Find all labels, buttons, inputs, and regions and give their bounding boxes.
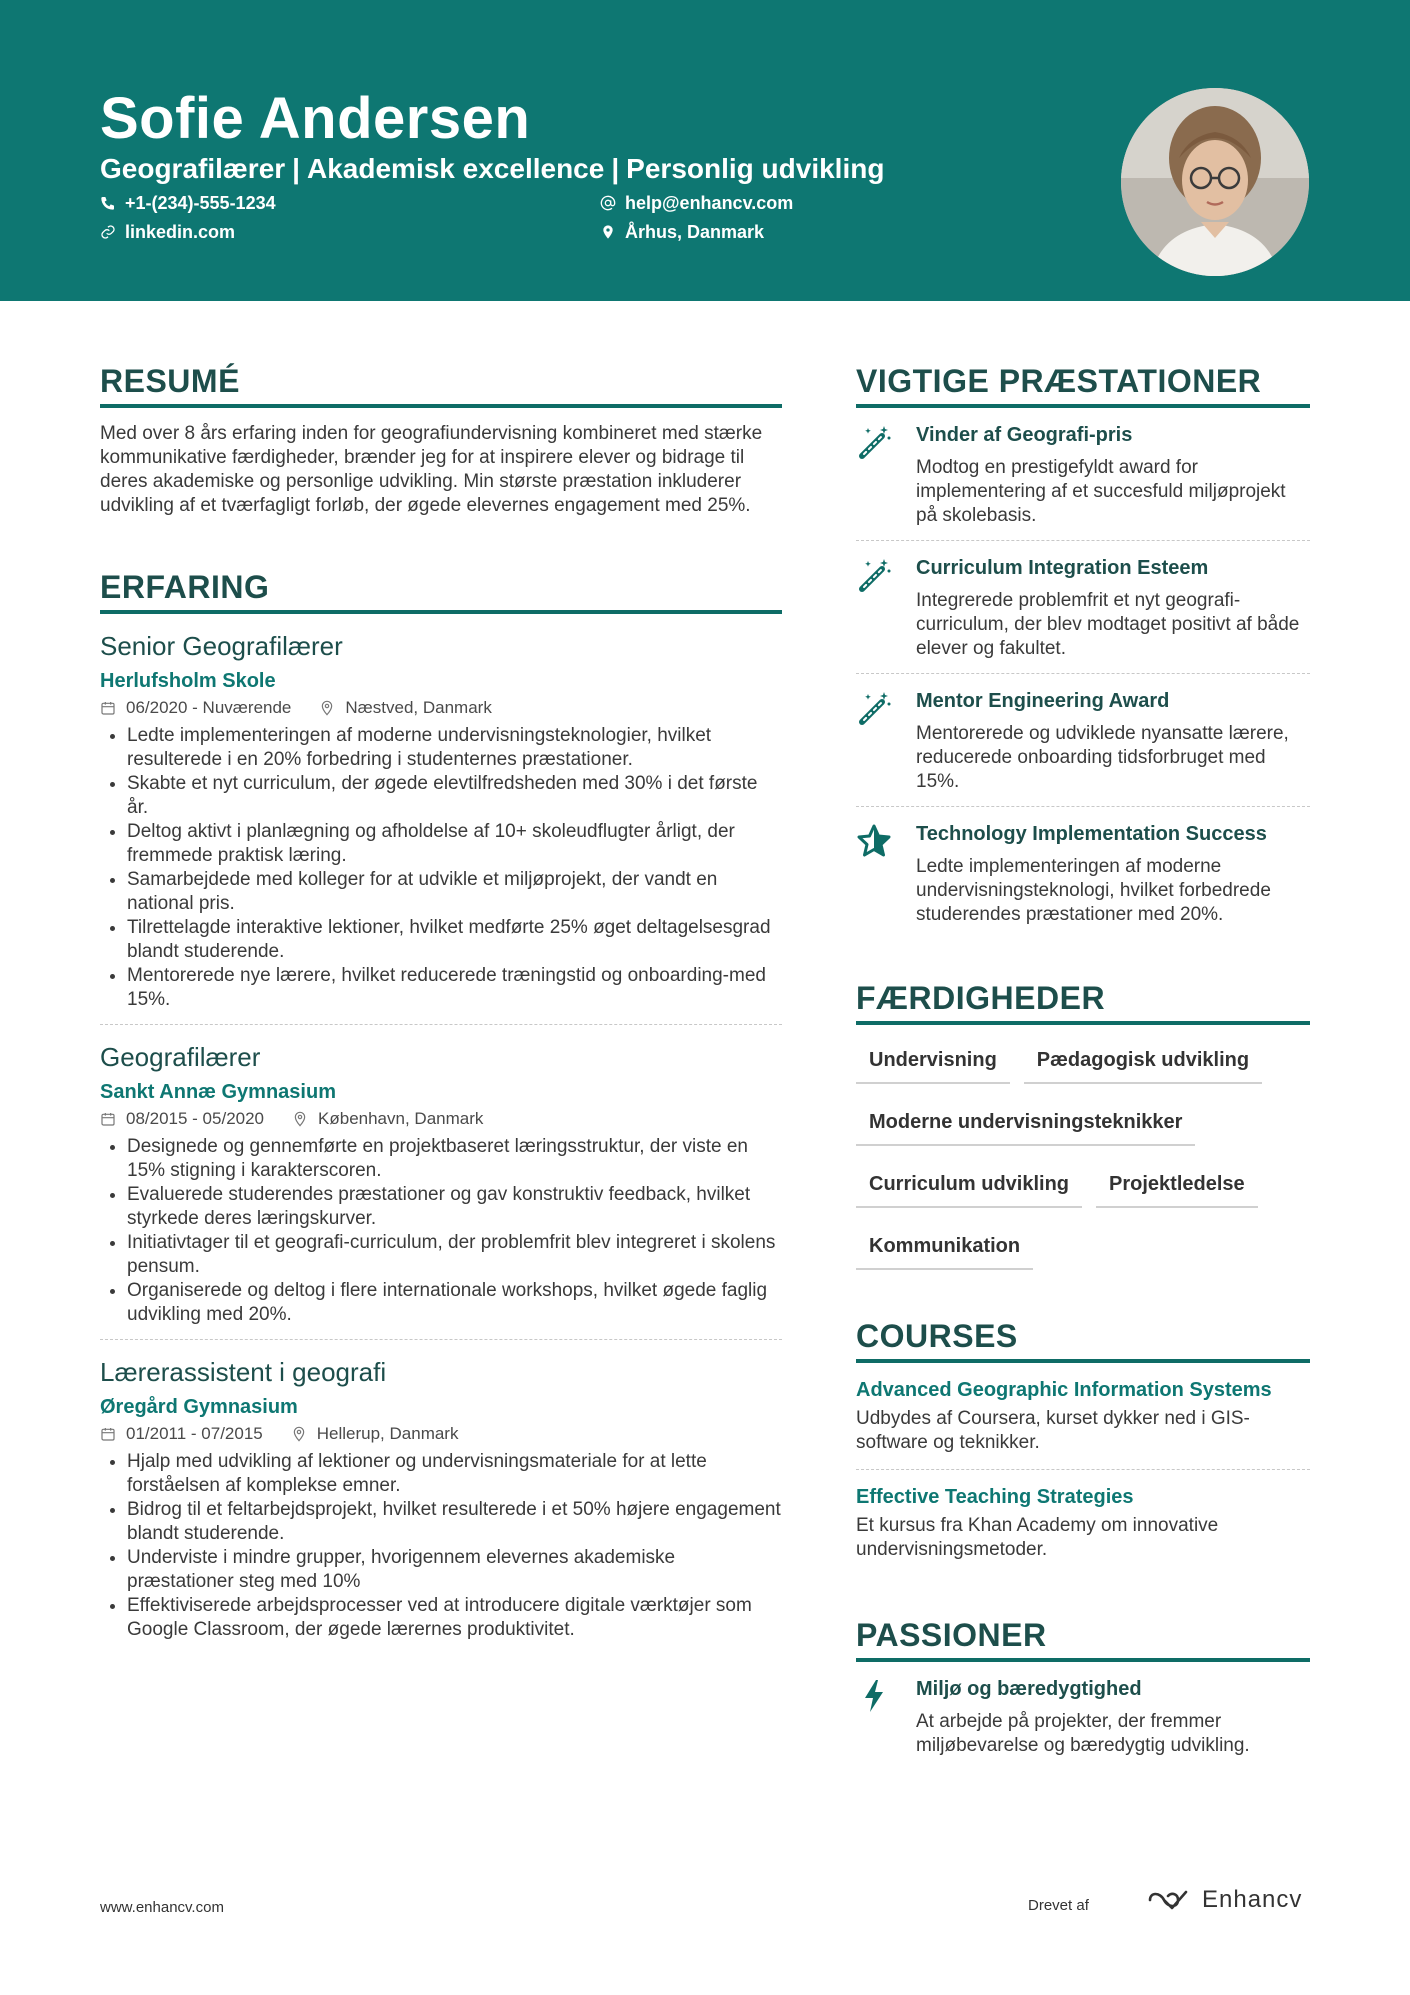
job-company: Øregård Gymnasium <box>100 1396 298 1418</box>
email-text: help@enhancv.com <box>625 193 794 213</box>
profile-photo <box>1121 88 1309 276</box>
achievement-item <box>856 674 1310 807</box>
achievement-title: Vinder af Geografi-pris <box>916 424 1133 446</box>
achievement-item <box>856 541 1310 674</box>
course-title: Advanced Geographic Information Systems <box>856 1379 1272 1401</box>
course-item <box>856 1470 1310 1576</box>
linkedin-contact[interactable] <box>100 220 235 244</box>
course-description: Et kursus fra Khan Academy om innovative undervisningsmetoder. <box>856 1515 1219 1560</box>
job-dates-text: 01/2011 - 07/2015 <box>126 1424 263 1443</box>
star-icon <box>856 821 902 927</box>
job-bullet: • Ledte implementeringen af moderne undervisningsteknologier, hvilket resulterede i en 20% forbedring i studenternes præstationer. <box>127 724 782 772</box>
portrait-illustration <box>1121 88 1309 276</box>
job-bullet: • Tilrettelagde interaktive lektioner, hvilket medførte 25% øget deltagelsesgrad blandt studerende. <box>127 916 782 964</box>
magic-wand-icon <box>856 555 902 661</box>
candidate-name: Sofie Andersen <box>100 86 531 151</box>
passions-section <box>856 1614 1310 1770</box>
achievement-description: Integrerede problemfrit et nyt geografi-curriculum, der blev modtaget positivt af både elever og fakultet. <box>916 590 1300 659</box>
courses-section <box>856 1315 1310 1576</box>
skills-section <box>856 977 1310 1289</box>
achievement-title: Mentor Engineering Award <box>916 690 1170 712</box>
job-bullet: • Bidrog til et feltarbejdsprojekt, hvilket resulterede i et 50% højere engagement blandt studerende. <box>127 1498 782 1546</box>
job-location-text: København, Danmark <box>318 1109 484 1128</box>
location-pin-icon <box>319 700 335 716</box>
headline-separator: | <box>292 153 301 184</box>
achievement-title: Technology Implementation Success <box>916 823 1267 845</box>
location-pin-icon <box>291 1426 307 1442</box>
experience-heading: ERFARING <box>100 566 782 614</box>
achievement-item <box>856 408 1310 541</box>
location-contact <box>600 220 764 244</box>
job-title: Geografilærer <box>100 1042 261 1072</box>
at-icon <box>600 195 616 211</box>
skill-tag: Kommunikation <box>856 1227 1033 1270</box>
job-bullet: • Initiativtager til et geografi-curriculum, der problemfrit blev integreret i skolens pensum. <box>127 1231 782 1279</box>
course-title: Effective Teaching Strategies <box>856 1486 1134 1508</box>
calendar-icon <box>100 700 116 716</box>
job-bullet: • Hjalp med udvikling af lektioner og undervisningsmateriale for at lette forståelsen af komplekse emner. <box>127 1450 782 1498</box>
job-entry <box>100 1340 782 1654</box>
course-description: Udbydes af Coursera, kurset dykker ned i GIS-software og teknikker. <box>856 1408 1250 1453</box>
enhancv-logo[interactable] <box>1146 1886 1302 1914</box>
job-location <box>291 1422 459 1446</box>
job-meta <box>100 1107 782 1131</box>
job-bullet: • Skabte et nyt curriculum, der øgede elevtilfredsheden med 30% i det første år. <box>127 772 782 820</box>
achievement-item <box>856 807 1310 939</box>
phone-icon <box>100 195 116 211</box>
summary-text: Med over 8 års erfaring inden for geografiundervisning kombineret med stærke kommunikative færdigheder, brænder jeg for at inspirere elever og bidrage til deres akademiske og personlige udvikling. Min største præstation inkluderer udvikling af et tværfagligt forløb, der øgede elevernes engagement med 25%. <box>100 423 763 516</box>
job-title: Senior Geografilærer <box>100 631 343 661</box>
job-title: Lærerassistent i geografi <box>100 1357 387 1387</box>
experience-section <box>100 566 782 1654</box>
job-bullet: • Underviste i mindre grupper, hvorigennem elevernes akademiske præstationer steg med 10% <box>127 1546 782 1594</box>
job-dates <box>100 1107 264 1131</box>
summary-heading: RESUMÉ <box>100 360 782 408</box>
achievement-description: Modtog en prestigefyldt award for implementering af et succesfuld miljøprojekt på skolebasis. <box>916 457 1286 526</box>
left-column <box>100 360 782 1654</box>
headline-part: Akademisk excellence <box>307 153 605 184</box>
job-bullets <box>100 724 782 1012</box>
lightning-icon <box>856 1676 902 1758</box>
header-banner <box>0 0 1410 301</box>
passion-item <box>856 1662 1310 1770</box>
enhancv-logo-text: Enhancv <box>1202 1886 1303 1913</box>
achievements-heading: VIGTIGE PRÆSTATIONER <box>856 360 1310 408</box>
job-company: Sankt Annæ Gymnasium <box>100 1081 336 1103</box>
skills-list <box>856 1041 1310 1289</box>
job-bullet: • Deltog aktivt i planlægning og afholdelse af 10+ skoleudflugter årligt, der fremmede praktisk læring. <box>127 820 782 868</box>
headline-part: Personlig udvikling <box>626 153 885 184</box>
calendar-icon <box>100 1426 116 1442</box>
job-dates <box>100 1422 263 1446</box>
achievement-title: Curriculum Integration Esteem <box>916 557 1209 579</box>
link-icon <box>100 224 116 240</box>
calendar-icon <box>100 1111 116 1127</box>
magic-wand-icon <box>856 688 902 794</box>
skill-tag: Projektledelse <box>1096 1165 1258 1208</box>
location-pin-icon <box>292 1111 308 1127</box>
magic-wand-icon <box>856 422 902 528</box>
job-location <box>319 696 491 720</box>
linkedin-text: linkedin.com <box>125 222 236 242</box>
job-dates-text: 06/2020 - Nuværende <box>126 698 292 717</box>
right-column <box>856 360 1310 1770</box>
skill-tag: Curriculum udvikling <box>856 1165 1082 1208</box>
job-bullet: • Evaluerede studerendes præstationer og gav konstruktiv feedback, hvilket styrkede deres læringskurver. <box>127 1183 782 1231</box>
location-pin-icon <box>600 224 616 240</box>
job-bullets <box>100 1135 782 1327</box>
job-bullet: • Designede og gennemførte en projektbaseret læringsstruktur, der viste en 15% stigning i karakterscoren. <box>127 1135 782 1183</box>
job-dates <box>100 696 291 720</box>
job-location-text: Næstved, Danmark <box>345 698 492 717</box>
footer-url[interactable]: www.enhancv.com <box>100 1899 224 1916</box>
headline <box>100 151 884 187</box>
headline-part: Geografilærer <box>100 153 286 184</box>
job-company: Herlufsholm Skole <box>100 670 276 692</box>
job-bullet: • Mentorerede nye lærere, hvilket reducerede træningstid og onboarding-med 15%. <box>127 964 782 1012</box>
job-entry <box>100 614 782 1025</box>
skill-tag: Undervisning <box>856 1041 1010 1084</box>
phone-contact[interactable] <box>100 191 276 215</box>
job-location <box>292 1107 483 1131</box>
enhancv-logo-icon <box>1146 1886 1194 1914</box>
skills-heading: FÆRDIGHEDER <box>856 977 1310 1025</box>
achievements-section <box>856 360 1310 939</box>
skill-tag: Pædagogisk udvikling <box>1024 1041 1262 1084</box>
job-bullet: • Organiserede og deltog i flere internationale workshops, hvilket øgede faglig udvikling med 20%. <box>127 1279 782 1327</box>
job-meta <box>100 1422 782 1446</box>
summary-section <box>100 360 782 518</box>
email-contact[interactable] <box>600 191 793 215</box>
passion-description: At arbejde på projekter, der fremmer miljøbevarelse og bæredygtig udvikling. <box>916 1711 1250 1756</box>
footer-powered-by: Drevet af <box>1028 1897 1089 1914</box>
achievement-description: Ledte implementeringen af moderne undervisningsteknologi, hvilket forbedrede studerendes præstationer med 20%. <box>916 856 1271 925</box>
course-item <box>856 1363 1310 1470</box>
job-location-text: Hellerup, Danmark <box>316 1424 459 1443</box>
job-bullets <box>100 1450 782 1642</box>
achievement-description: Mentorerede og udviklede nyansatte lærere, reducerede onboarding tidsforbruget med 15%. <box>916 723 1289 792</box>
job-bullet: • Effektiviserede arbejdsprocesser ved at introducere digitale værktøjer som Google Classroom, der øgede lærernes produktivitet. <box>127 1594 782 1642</box>
phone-text: +1-(234)-555-1234 <box>125 193 276 213</box>
passion-title: Miljø og bæredygtighed <box>916 1678 1142 1700</box>
job-dates-text: 08/2015 - 05/2020 <box>126 1109 265 1128</box>
skill-tag: Moderne undervisningsteknikker <box>856 1103 1195 1146</box>
location-text: Århus, Danmark <box>625 222 765 242</box>
passions-heading: PASSIONER <box>856 1614 1310 1662</box>
headline-separator: | <box>611 153 620 184</box>
job-meta <box>100 696 782 720</box>
courses-heading: COURSES <box>856 1315 1310 1363</box>
job-bullet: • Samarbejdede med kolleger for at udvikle et miljøprojekt, der vandt en national pris. <box>127 868 782 916</box>
job-entry <box>100 1025 782 1340</box>
